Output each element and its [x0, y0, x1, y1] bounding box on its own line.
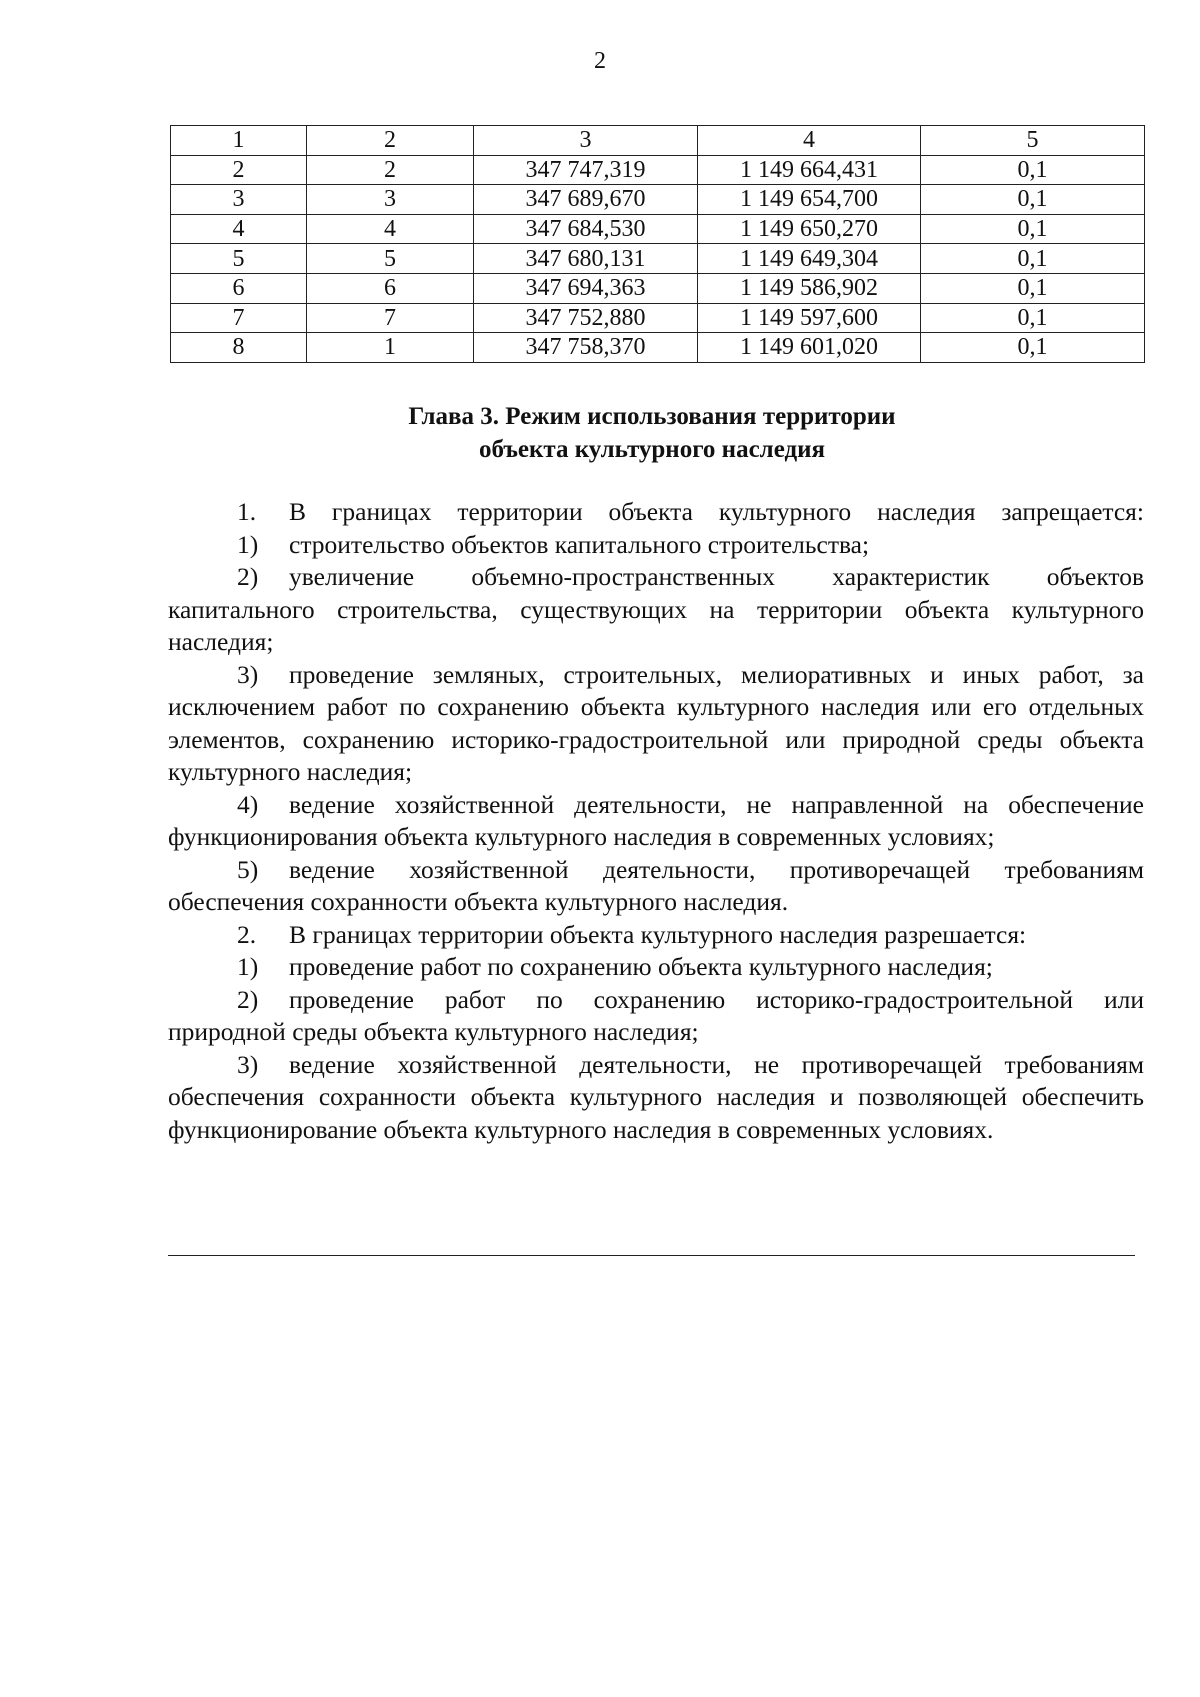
paragraph-number: 1)	[237, 529, 259, 559]
table-header-cell: 1	[171, 126, 307, 156]
paragraph-text: проведение работ по сохранению историко-градостроительной или природной среды объекта культурного наследия;	[168, 984, 1144, 1046]
table-cell: 1 149 597,600	[698, 303, 921, 333]
table-cell: 347 689,670	[474, 185, 698, 215]
table-cell: 1 149 586,902	[698, 273, 921, 303]
paragraph	[168, 789, 1144, 854]
table-cell: 0,1	[921, 155, 1145, 185]
paragraph	[168, 919, 1144, 952]
table-cell: 3	[307, 185, 474, 215]
paragraph-number: 5)	[237, 854, 259, 884]
paragraph-number: 2)	[237, 984, 259, 1014]
table-cell: 1 149 650,270	[698, 214, 921, 244]
chapter-body	[168, 496, 1144, 1146]
paragraph	[168, 659, 1144, 789]
table-cell: 5	[307, 244, 474, 274]
paragraph	[168, 854, 1144, 919]
paragraph-text: В границах территории объекта культурного наследия запрещается:	[289, 497, 1144, 526]
table-row	[171, 244, 1145, 274]
table-cell: 347 694,363	[474, 273, 698, 303]
table-cell: 1 149 601,020	[698, 333, 921, 363]
table-cell: 347 680,131	[474, 244, 698, 274]
paragraph-number: 2)	[237, 562, 259, 591]
end-of-document-rule	[168, 1255, 1135, 1256]
table-header-cell: 3	[474, 126, 698, 156]
table-cell: 347 758,370	[474, 333, 698, 363]
table-cell: 347 684,530	[474, 214, 698, 244]
table-cell: 1	[307, 333, 474, 363]
table-row	[171, 303, 1145, 333]
table-header-cell: 2	[307, 126, 474, 156]
paragraph	[168, 529, 1144, 562]
paragraph	[168, 984, 1144, 1049]
table-cell: 0,1	[921, 185, 1145, 215]
paragraph-number: 1)	[237, 952, 259, 981]
paragraph-number: 1.	[237, 497, 257, 526]
table-cell: 347 752,880	[474, 303, 698, 333]
table-row	[171, 214, 1145, 244]
paragraph-text: увеличение объемно-пространственных характеристик объектов капитального строительства, существующих на территории объекта культурного наследия;	[168, 562, 1144, 656]
paragraph-text: В границах территории объекта культурного наследия разрешается:	[289, 919, 1027, 949]
table-cell: 6	[307, 273, 474, 303]
table-cell: 1 149 654,700	[698, 185, 921, 215]
table-row	[171, 185, 1145, 215]
table-cell: 1 149 664,431	[698, 155, 921, 185]
table-cell: 4	[171, 214, 307, 244]
paragraph-text: ведение хозяйственной деятельности, не противоречащей требованиям обеспечения сохранности объекта культурного наследия и позволяющей обеспечить функционирование объекта культурного наследия в современных условиях.	[168, 1049, 1144, 1144]
page-number: 2	[594, 48, 606, 74]
table-cell: 8	[171, 333, 307, 363]
table-header-cell: 4	[698, 126, 921, 156]
paragraph-text: ведение хозяйственной деятельности, не направленной на обеспечение функционирования объекта культурного наследия в современных условиях;	[168, 789, 1144, 851]
table-cell: 347 747,319	[474, 155, 698, 185]
paragraph-number: 4)	[237, 789, 259, 819]
table-cell: 0,1	[921, 303, 1145, 333]
table-cell: 2	[307, 155, 474, 185]
table-row	[171, 155, 1145, 185]
paragraph	[168, 496, 1144, 529]
table-cell: 0,1	[921, 214, 1145, 244]
paragraph-text: строительство объектов капитального строительства;	[289, 529, 870, 559]
table-cell: 0,1	[921, 333, 1145, 363]
table-header-row	[171, 126, 1145, 156]
table-cell: 7	[171, 303, 307, 333]
table-row	[171, 273, 1145, 303]
paragraph-number: 2.	[237, 919, 257, 949]
table-cell: 6	[171, 273, 307, 303]
paragraph-text: проведение работ по сохранению объекта культурного наследия;	[289, 952, 993, 981]
paragraph-text: проведение земляных, строительных, мелиоративных и иных работ, за исключением работ по сохранению объекта культурного наследия или его отдельных элементов, сохранению историко-градостроительной или природной среды объекта культурного наследия;	[168, 659, 1144, 786]
table-cell: 1 149 649,304	[698, 244, 921, 274]
table-cell: 5	[171, 244, 307, 274]
paragraph	[168, 561, 1144, 659]
table-cell: 2	[171, 155, 307, 185]
paragraph-text: ведение хозяйственной деятельности, противоречащей требованиям обеспечения сохранности объекта культурного наследия.	[168, 854, 1144, 916]
chapter-title-line: Глава 3. Режим использования территории	[408, 403, 896, 430]
table-row	[171, 333, 1145, 363]
table-cell: 0,1	[921, 273, 1145, 303]
paragraph-number: 3)	[237, 1049, 259, 1079]
chapter-title-line: объекта культурного наследия	[478, 436, 826, 463]
table-cell: 3	[171, 185, 307, 215]
chapter-title	[0, 400, 1200, 466]
paragraph-number: 3)	[237, 659, 259, 689]
coordinates-table	[170, 125, 1145, 363]
table-cell: 0,1	[921, 244, 1145, 274]
table-cell: 4	[307, 214, 474, 244]
paragraph	[168, 951, 1144, 984]
paragraph	[168, 1049, 1144, 1147]
table-cell: 7	[307, 303, 474, 333]
table-header-cell: 5	[921, 126, 1145, 156]
